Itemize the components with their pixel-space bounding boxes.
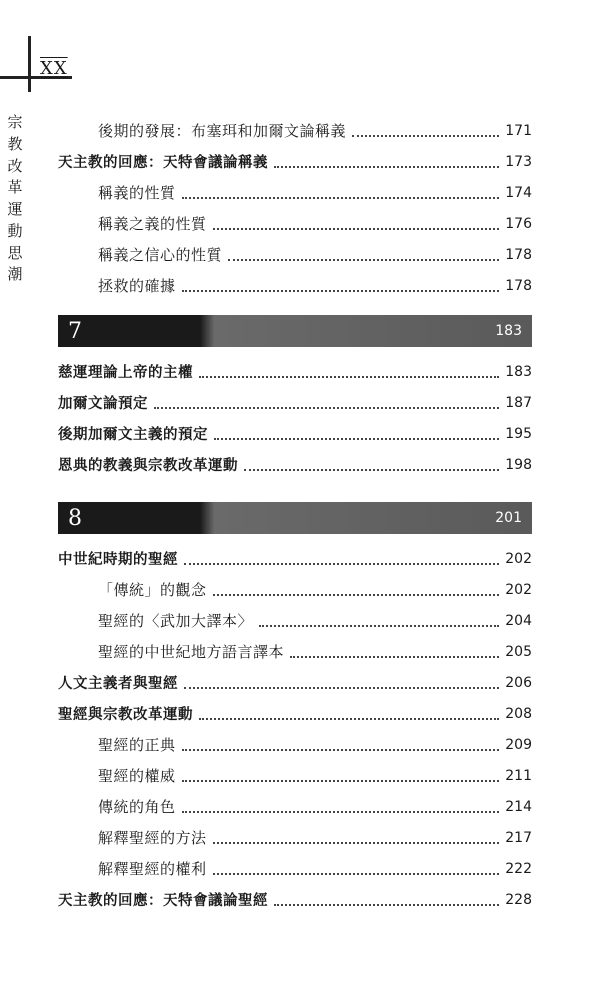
toc-entry-title: 恩典的教義與宗教改革運動: [58, 458, 238, 474]
dot-leader: [290, 656, 499, 658]
toc-entry-page: 208: [505, 705, 532, 722]
dot-leader: [274, 166, 499, 168]
toc-entry-title: 聖經的〈武加大譯本〉: [98, 612, 254, 630]
toc-entry: [58, 636, 532, 667]
toc-entry: [58, 729, 532, 760]
chapter-8-page: 201: [495, 510, 522, 526]
toc-entry: [58, 146, 532, 177]
toc-entry-page: 173: [505, 153, 532, 170]
toc-entry: [58, 698, 532, 729]
toc-entry: [58, 239, 532, 270]
dot-leader: [244, 469, 499, 471]
toc-entry-title: 後期加爾文主義的預定: [58, 427, 208, 443]
toc-entry-page: 205: [505, 643, 532, 660]
toc-entry-title: 傳統的角色: [98, 798, 176, 816]
dot-leader: [213, 873, 500, 875]
toc-entry: [58, 115, 532, 146]
toc-entry: [58, 356, 532, 387]
page-number: XX: [40, 58, 68, 79]
toc-section-b: [58, 356, 532, 480]
toc-entry-page: 206: [505, 674, 532, 691]
toc-entry-page: 228: [505, 891, 532, 908]
toc-entry: [58, 760, 532, 791]
toc-entry: [58, 884, 532, 915]
toc-entry-title: 聖經的中世紀地方語言譯本: [98, 643, 285, 661]
dot-leader: [274, 904, 499, 906]
toc-entry-title: 拯救的確據: [98, 277, 176, 295]
chapter-7-page: 183: [495, 323, 522, 339]
toc-entry-page: 209: [505, 736, 532, 753]
toc-entry-page: 214: [505, 798, 532, 815]
toc-entry-page: 202: [505, 581, 532, 598]
toc-entry-page: 195: [505, 425, 532, 442]
toc-entry-title: 解釋聖經的方法: [98, 829, 207, 847]
toc-entry-page: 198: [505, 456, 532, 473]
toc-entry-title: 天主教的回應：天特會議論聖經: [58, 893, 268, 909]
toc-entry-title: 稱義之義的性質: [98, 215, 207, 233]
toc-entry: [58, 853, 532, 884]
dot-leader: [182, 197, 500, 199]
toc-entry: [58, 418, 532, 449]
toc-entry-title: 天主教的回應：天特會議論稱義: [58, 155, 268, 171]
toc-entry-page: 178: [505, 277, 532, 294]
dot-leader: [184, 563, 499, 565]
toc-entry-page: 211: [505, 767, 532, 784]
toc-entry: [58, 822, 532, 853]
dot-leader: [182, 780, 500, 782]
toc-entry: [58, 387, 532, 418]
dot-leader: [214, 438, 499, 440]
toc-entry-page: 178: [505, 246, 532, 263]
toc-entry: [58, 449, 532, 480]
toc-entry: [58, 574, 532, 605]
toc-entry-page: 176: [505, 215, 532, 232]
toc-entry-page: 183: [505, 363, 532, 380]
chapter-7-number: 7: [68, 318, 82, 344]
dot-leader: [182, 749, 500, 751]
toc-entry-page: 171: [505, 122, 532, 139]
toc-entry-title: 稱義的性質: [98, 184, 176, 202]
dot-leader: [352, 135, 499, 137]
toc-entry-title: 聖經與宗教改革運動: [58, 707, 193, 723]
toc-entry: [58, 667, 532, 698]
toc-entry: [58, 177, 532, 208]
toc-entry: [58, 605, 532, 636]
toc-entry: [58, 543, 532, 574]
margin-rule-vertical: [28, 36, 31, 92]
chapter-8-number: 8: [68, 505, 82, 531]
dot-leader: [199, 376, 499, 378]
toc-entry-title: 後期的發展：布塞珥和加爾文論稱義: [98, 122, 347, 140]
toc-entry-title: 聖經的權威: [98, 767, 176, 785]
toc-entry-title: 解釋聖經的權利: [98, 860, 207, 878]
toc-entry-title: 稱義之信心的性質: [98, 246, 223, 264]
toc-entry: [58, 791, 532, 822]
toc-entry-page: 217: [505, 829, 532, 846]
toc-section-c: [58, 543, 532, 915]
toc-entry-page: 222: [505, 860, 532, 877]
toc-entry-page: 204: [505, 612, 532, 629]
dot-leader: [259, 625, 499, 627]
toc-section-a: [58, 115, 532, 301]
toc-entry: [58, 208, 532, 239]
toc-entry: [58, 270, 532, 301]
toc-entry-page: 174: [505, 184, 532, 201]
dot-leader: [213, 842, 500, 844]
toc-entry-title: 人文主義者與聖經: [58, 676, 178, 692]
dot-leader: [228, 259, 499, 261]
dot-leader: [213, 228, 500, 230]
chapter-7-header: [58, 315, 532, 347]
dot-leader: [182, 290, 500, 292]
dot-leader: [182, 811, 500, 813]
toc-entry-page: 202: [505, 550, 532, 567]
toc-entry-title: 聖經的正典: [98, 736, 176, 754]
toc-entry-title: 中世紀時期的聖經: [58, 552, 178, 568]
toc-entry-title: 慈運理論上帝的主權: [58, 365, 193, 381]
dot-leader: [199, 718, 499, 720]
dot-leader: [184, 687, 499, 689]
toc-entry-title: 「傳統」的觀念: [98, 581, 207, 599]
toc-entry-page: 187: [505, 394, 532, 411]
running-title: 宗教改革運動思潮: [7, 113, 23, 284]
toc-entry-title: 加爾文論預定: [58, 396, 148, 412]
dot-leader: [154, 407, 499, 409]
chapter-8-header: [58, 502, 532, 534]
dot-leader: [213, 594, 500, 596]
